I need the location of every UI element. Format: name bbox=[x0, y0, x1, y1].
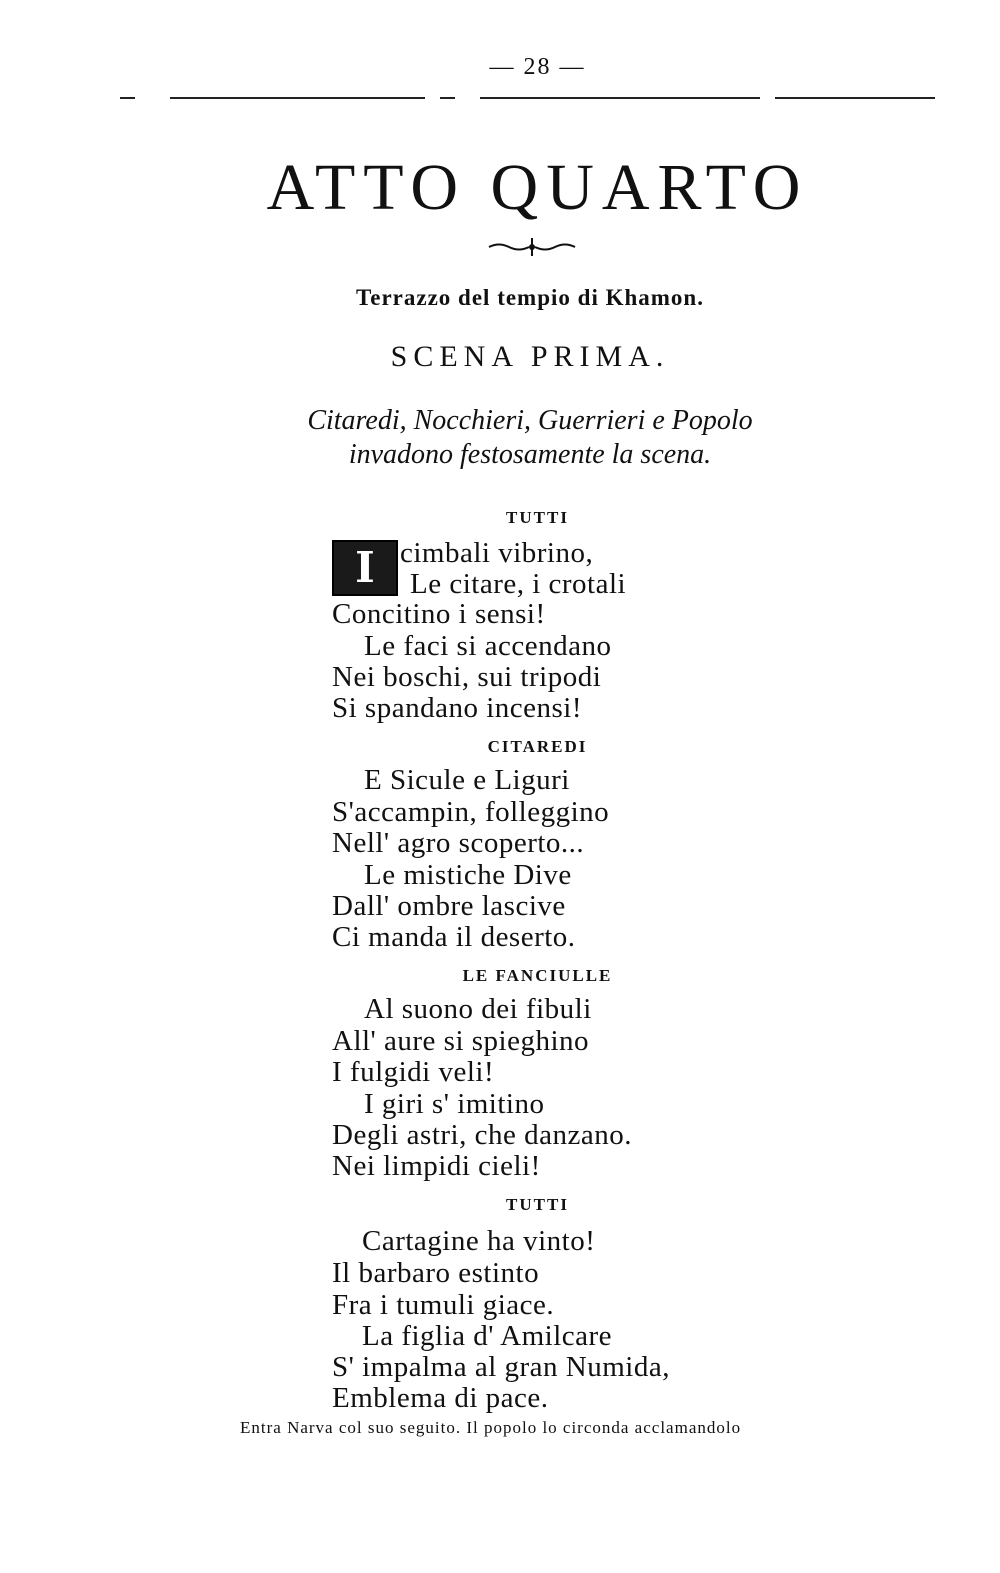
speaker-label: TUTTI bbox=[506, 508, 569, 527]
verse-line: Si spandano incensi! bbox=[332, 692, 583, 724]
header-rule bbox=[440, 97, 455, 99]
decorative-initial: I bbox=[332, 540, 398, 596]
header-rule bbox=[170, 97, 425, 99]
verse-line: Nei boschi, sui tripodi bbox=[332, 661, 602, 693]
verse-line: Le citare, i crotali bbox=[410, 568, 627, 600]
verse-line: Concitino i sensi! bbox=[332, 598, 546, 630]
header-rule bbox=[120, 97, 135, 99]
stage-direction-line: invadono festosamente la scena. bbox=[348, 439, 712, 470]
verse-line: Nei limpidi cieli! bbox=[332, 1150, 541, 1182]
verse-line: Ci manda il deserto. bbox=[332, 921, 576, 953]
verse-line: Il barbaro estinto bbox=[332, 1257, 540, 1289]
speaker-label: TUTTI bbox=[506, 1195, 569, 1214]
verse-line: Al suono dei fibuli bbox=[364, 993, 592, 1025]
verse-line: Degli astri, che danzano. bbox=[332, 1119, 632, 1151]
verse-line: Cartagine ha vinto! bbox=[362, 1225, 596, 1257]
verse-line: Nell' agro scoperto... bbox=[332, 827, 585, 859]
header-rule bbox=[480, 97, 760, 99]
verse-line: I fulgidi veli! bbox=[332, 1056, 495, 1088]
verse-line: Le faci si accendano bbox=[364, 630, 612, 662]
page-number: — 28 — bbox=[489, 54, 586, 80]
stage-direction-line: Citaredi, Nocchieri, Guerrieri e Popolo bbox=[307, 405, 753, 436]
verse-line: All' aure si spieghino bbox=[332, 1025, 590, 1057]
closing-stage-direction: Entra Narva col suo seguito. Il popolo lo circonda acclamandolo bbox=[240, 1418, 742, 1437]
verse-line: I giri s' imitino bbox=[364, 1088, 545, 1120]
setting-line: Terrazzo del tempio di Khamon. bbox=[356, 285, 704, 310]
verse-line: Dall' ombre lascive bbox=[332, 890, 566, 922]
speaker-label: CITAREDI bbox=[487, 737, 588, 756]
verse-line: S'accampin, folleggino bbox=[332, 796, 610, 828]
act-title: ATTO QUARTO bbox=[266, 151, 809, 224]
verse-line: Emblema di pace. bbox=[332, 1382, 549, 1414]
verse-line: cimbali vibrino, bbox=[400, 537, 594, 569]
verse-line: Fra i tumuli giace. bbox=[332, 1289, 555, 1321]
scene-title: SCENA PRIMA. bbox=[390, 340, 670, 373]
verse-line: E Sicule e Liguri bbox=[364, 764, 570, 796]
header-rule bbox=[775, 97, 935, 99]
verse-line: S' impalma al gran Numida, bbox=[332, 1351, 670, 1383]
ornament-divider bbox=[487, 236, 577, 258]
verse-line: Le mistiche Dive bbox=[364, 859, 572, 891]
speaker-label: LE FANCIULLE bbox=[462, 966, 613, 985]
verse-line: La figlia d' Amilcare bbox=[362, 1320, 613, 1352]
